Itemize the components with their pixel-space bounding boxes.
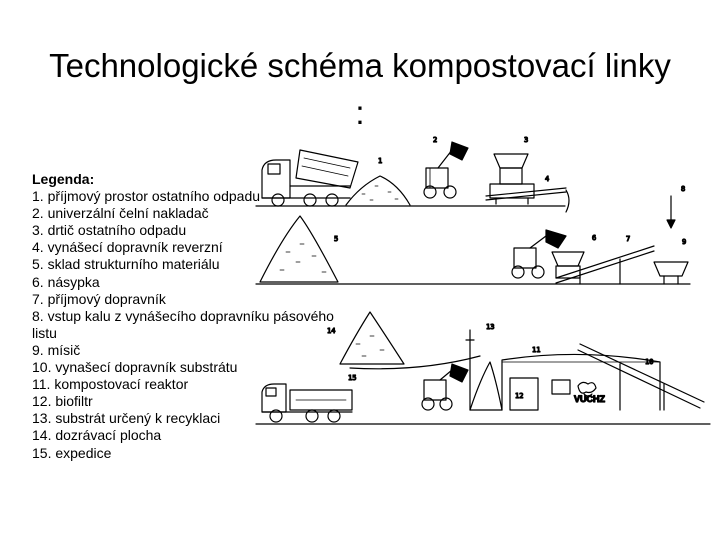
label-12: 12: [515, 392, 524, 400]
legend-heading: Legenda:: [32, 171, 95, 187]
legend-item: 6. násypka: [32, 273, 100, 290]
legend-item: 12. biofiltr: [32, 393, 93, 410]
label-1: 1: [378, 157, 383, 165]
label-7: 7: [626, 235, 631, 243]
brand-logo-text: VUCHZ: [574, 394, 605, 404]
tipper-truck-icon: [262, 150, 358, 206]
sludge-inlet-arrow: [667, 196, 675, 228]
label-13: 13: [486, 323, 495, 331]
front-loader-2-icon: [512, 230, 566, 278]
label-11: 11: [532, 346, 541, 354]
label-5: 5: [334, 235, 339, 243]
legend-item: 2. univerzální čelní nakladač: [32, 205, 209, 222]
mixer-icon: [654, 262, 688, 284]
legend-item: 15. expedice: [32, 444, 112, 461]
legend-item: 4. vynášecí dopravník reverzní: [32, 239, 223, 256]
recycle-pile: [470, 362, 502, 410]
dump-truck-expedition-icon: [262, 384, 352, 422]
structural-material-pile: [260, 216, 338, 282]
legend-item: 5. sklad strukturního materiálu: [32, 256, 220, 273]
label-9: 9: [682, 238, 687, 246]
label-2: 2: [433, 136, 438, 144]
legend-item: 9. mísič: [32, 341, 81, 358]
legend-item: 11. kompostovací reaktor: [32, 376, 189, 393]
label-10: 10: [645, 358, 654, 366]
label-14: 14: [327, 327, 336, 335]
legend-item: 1. příjmový prostor ostatního odpadu: [32, 188, 261, 205]
label-3: 3: [524, 136, 529, 144]
front-loader-icon: [424, 142, 468, 198]
label-4: 4: [545, 175, 550, 183]
slide-title: Technologické schéma kompostovací linky :: [49, 47, 671, 132]
legend-item: 3. drtič ostatního odpadu: [32, 222, 187, 239]
maturing-pile: [340, 312, 404, 364]
legend-item: 10. vynašecí dopravník substrátu: [32, 359, 238, 376]
shredder-icon: [490, 154, 534, 204]
material-pile-1: [346, 176, 410, 205]
legend-item: 8. vstup kalu z vynášecího dopravníku pásového listu: [32, 307, 334, 341]
label-15: 15: [348, 374, 357, 382]
legend-item: 7. příjmový dopravník: [32, 290, 166, 307]
label-6: 6: [592, 234, 597, 242]
front-loader-3-icon: [422, 364, 468, 410]
legend-item: 13. substrát určený k recyklaci: [32, 410, 221, 427]
label-8: 8: [681, 185, 686, 193]
legend-item: 14. dozrávací plocha: [32, 427, 162, 444]
